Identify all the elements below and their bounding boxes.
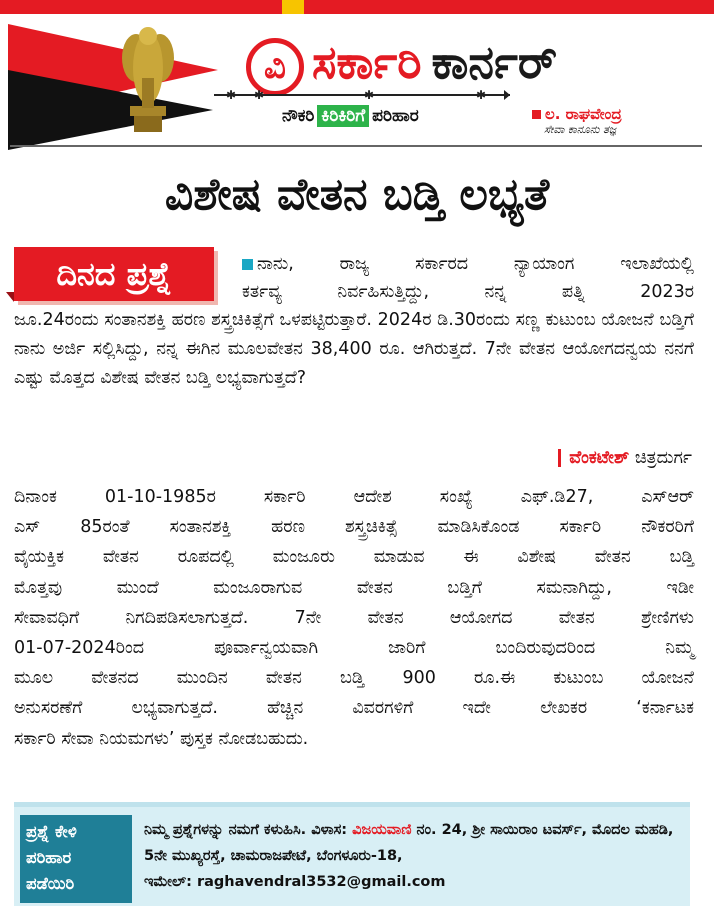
- answer-body: [14, 482, 694, 754]
- column-tagline: [282, 106, 419, 126]
- footer-label-box: [20, 815, 132, 903]
- answer-line: ಸರ್ಕಾರಿ ಸೇವಾ ನಿಯಮಗಳು’ ಪುಸ್ತಕ ನೋಡಬಹುದು.: [14, 728, 309, 749]
- ribbon-fold: [6, 292, 14, 302]
- brand-word-red: ಸರ್ಕಾರಿ: [312, 35, 422, 89]
- header-divider: [10, 145, 702, 147]
- answer-line: ಅನುಸರಣೆಗೆ ಲಭ್ಯವಾಗುತ್ತದೆ. ಹೆಚ್ಚಿನ ವಿವರಗಳಿಗೆ ಇದೇ ಲೇಖಕರ ‘ಕರ್ನಾಟಕ: [14, 698, 694, 719]
- footer-email: raghavendral3532@gmail.com: [196, 874, 446, 890]
- asker-place: ಚಿತ್ರದುರ್ಗ: [634, 448, 692, 468]
- svg-text:✱: ✱: [254, 88, 265, 102]
- footer-address: ನಂ. 24, ಶ್ರೀ ಸಾಯಿರಾಂ ಟವರ್ಸ್, ಮೊದಲ ಮಹಡಿ, 5ನೇ ಮುಖ್ಯರಸ್ತೆ, ಚಾಮರಾಜಪೇಟೆ, ಬೆಂಗಳೂರು-18,: [144, 822, 674, 864]
- footer-label-line-1: ಪ್ರಶ್ನೆ ಕೇಳಿ: [26, 822, 77, 841]
- answer-line: ದಿನಾಂಕ 01-10-1985ರ ಸರ್ಕಾರಿ ಆದೇಶ ಸಂಖ್ಯೆ ಎಫ್.ಡಿ27, ಎಸ್‌ಆರ್: [14, 487, 694, 507]
- author-name: ಲ. ರಾಘವೇಂದ್ರ: [545, 105, 622, 123]
- tagline-word-1: ನೌಕರಿ: [282, 106, 315, 126]
- question-of-the-day-ribbon: [14, 247, 214, 301]
- question-intro: [242, 250, 694, 306]
- column-brand-title: [312, 34, 557, 90]
- brand-word-dark: ಕಾರ್ನರ್: [431, 35, 558, 89]
- svg-text:✱: ✱: [364, 88, 375, 102]
- footer-contact-text: [144, 817, 684, 895]
- answer-line: ವೈಯಕ್ತಿಕ ವೇತನ ರೂಪದಲ್ಲಿ ಮಂಜೂರು ಮಾಡುವ ಈ ವಿಶೇಷ ವೇತನ ಬಡ್ತಿ: [14, 547, 694, 568]
- top-red-bar: [0, 0, 714, 14]
- answer-line: ಮೊತ್ತವು ಮುಂದೆ ಮಂಜೂರಾಗುವ ವೇತನ ಬಡ್ತಿಗೆ ಸಮನಾಗಿದ್ದು, ಇಡೀ: [14, 577, 694, 598]
- top-yellow-accent: [282, 0, 304, 14]
- answer-line: ಮೂಲ ವೇತನದ ಮುಂದಿನ ವೇತನ ಬಡ್ತಿ 900 ರೂ.ಈ ಕುಟುಂಬ ಯೋಜನೆ: [14, 668, 694, 689]
- question-body: ಜೂ.24ರಂದು ಸಂತಾನಶಕ್ತಿ ಹರಣ ಶಸ್ತ್ರಚಿಕಿತ್ಸೆಗೆ ಒಳಪಟ್ಟಿರುತ್ತಾರೆ. 2024ರ ಡಿ.30ರಂದು ಸಣ್ಣ ಕುಟುಂಬ ಯೋಜನೆ ಬಡ್ತಿಗೆ ನಾನು ಅರ್ಜಿ ಸಲ್ಲಿಸಿದ್ದು, ನನ್ನ ಈಗಿನ ಮೂಲವೇತನ 38,400 ರೂ. ಆಗಿರುತ್ತದೆ. 7ನೇ ವೇತನ ಆಯೋಗದನ್ವಯ ನನಗೆ ಎಷ್ಟು ಮೊತ್ತದ ವಿಶೇಷ ವೇತನ ಬಡ್ತಿ ಲಭ್ಯವಾಗುತ್ತದೆ?: [14, 310, 694, 388]
- answer-line: 01-07-2024ರಿಂದ ಪೂರ್ವಾನ್ವಯವಾಗಿ ಜಾರಿಗೆ ಬಂದಿರುವುದರಿಂದ ನಿಮ್ಮ: [14, 638, 694, 659]
- author-credit: [532, 104, 622, 137]
- logo-letter: ವಿ: [264, 47, 286, 87]
- asker-bar-icon: [558, 449, 561, 467]
- decorative-star-line-icon: [214, 88, 510, 102]
- question-square-icon: [242, 259, 253, 270]
- contact-footer: [14, 802, 690, 906]
- ribbon-label: ದಿನದ ಪ್ರಶ್ನೆ: [56, 255, 172, 293]
- footer-text-before: ನಿಮ್ಮ ಪ್ರಶ್ನೆಗಳನ್ನು ನಮಗೆ ಕಳುಹಿಸಿ. ವಿಳಾಸ:: [144, 822, 348, 838]
- author-role: ಸೇವಾ ಕಾನೂನು ತಜ್ಞ: [544, 123, 617, 136]
- author-square-icon: [532, 110, 541, 119]
- answer-line: ಎಸ್ 85ರಂತೆ ಸಂತಾನಶಕ್ತಿ ಹರಣ ಶಸ್ತ್ರಚಿಕಿತ್ಸೆ ಮಾಡಿಸಿಕೊಂಡ ಸರ್ಕಾರಿ ನೌಕರರಿಗೆ: [14, 517, 694, 538]
- asker-credit: [558, 448, 692, 468]
- ashoka-emblem-icon: [112, 18, 184, 138]
- tagline-word-3: ಪರಿಹಾರ: [372, 106, 419, 126]
- svg-text:✱: ✱: [226, 88, 237, 102]
- asker-name: ವೆಂಕಟೇಶ್: [569, 448, 630, 468]
- footer-label-line-2: ಪರಿಹಾರ: [26, 848, 72, 867]
- answer-line: ಸೇವಾವಧಿಗೆ ನಿಗದಿಪಡಿಸಲಾಗುತ್ತದೆ. 7ನೇ ವೇತನ ಆಯೋಗದ ವೇತನ ಶ್ರೇಣಿಗಳು: [14, 607, 694, 628]
- article-headline: ವಿಶೇಷ ವೇತನ ಬಡ್ತಿ ಲಭ್ಯತೆ: [164, 169, 550, 220]
- footer-newspaper-name: ವಿಜಯವಾಣಿ: [352, 822, 412, 838]
- svg-text:✱: ✱: [476, 88, 487, 102]
- tagline-highlight: ಕಿರಿಕಿರಿಗೆ: [317, 105, 369, 127]
- question-line-2: ಕರ್ತವ್ಯ ನಿರ್ವಹಿಸುತ್ತಿದ್ದು, ನನ್ನ ಪತ್ನಿ 2023ರ: [242, 282, 694, 302]
- question-line-1: ನಾನು, ರಾಜ್ಯ ಸರ್ಕಾರದ ನ್ಯಾಯಾಂಗ ಇಲಾಖೆಯಲ್ಲಿ: [257, 254, 694, 274]
- footer-label-line-3: ಪಡೆಯಿರಿ: [26, 874, 75, 893]
- footer-email-label: ಇಮೇಲ್:: [144, 874, 192, 890]
